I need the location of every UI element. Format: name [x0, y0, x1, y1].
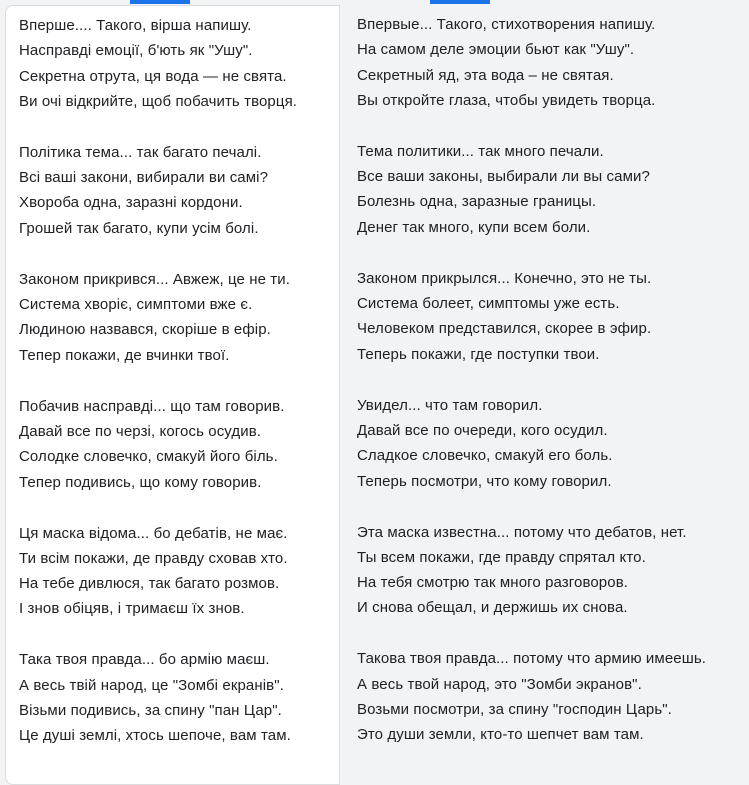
source-stanza	[19, 647, 339, 748]
source-stanza	[19, 140, 339, 241]
translation-text	[357, 12, 749, 748]
source-line: Людиною назвався, скоріше в ефір.	[19, 321, 271, 339]
source-line: А весь твій народ, це "Зомбі екранів".	[19, 676, 284, 694]
source-line: Побачив насправді... що там говорив.	[19, 397, 285, 415]
source-line: Така твоя правда... бо армію маєш.	[19, 651, 270, 669]
source-line: Солодке словечко, смакуй його біль.	[19, 448, 278, 466]
source-tab-indicator	[130, 0, 190, 4]
source-line: Законом прикрився... Авжеж, це не ти.	[19, 270, 291, 288]
source-line: Ця маска відома... бо дебатів, не має.	[19, 524, 288, 542]
source-line: Насправді емоції, б'ють як "Ушу".	[19, 42, 253, 60]
target-stanza	[357, 646, 749, 747]
source-line: Хвороба одна, заразні кордони.	[19, 194, 243, 212]
source-line: Система хворіє, симптоми вже є.	[19, 296, 253, 314]
target-line: Законом прикрылся... Конечно, это не ты.	[357, 269, 652, 287]
target-line: Теперь посмотри, что кому говорил.	[357, 472, 612, 490]
source-stanza	[19, 267, 339, 368]
target-line: Все ваши законы, выбирали ли вы сами?	[357, 168, 650, 186]
source-stanza	[19, 521, 339, 622]
source-line: Давай все по черзі, когось осудив.	[19, 422, 262, 440]
source-line: Ви очі відкрийте, щоб побачить творця.	[19, 92, 298, 110]
target-stanza	[357, 139, 749, 240]
target-line: Такова твоя правда... потому что армию имеешь.	[357, 650, 707, 668]
target-line: Впервые... Такого, стихотворения напишу.	[357, 16, 656, 33]
source-line: Грошей так багато, купи усім болі.	[19, 219, 259, 237]
source-text-panel[interactable]	[5, 5, 340, 785]
target-line: Возьми посмотри, за спину "господин Царь".	[357, 700, 672, 718]
target-stanza	[357, 393, 749, 494]
source-text	[19, 13, 339, 749]
source-stanza	[19, 394, 339, 495]
target-line: На тебя смотрю так много разговоров.	[357, 574, 629, 592]
target-stanza	[357, 520, 749, 621]
target-line: Секретный яд, эта вода – не святая.	[357, 66, 614, 84]
source-line: Тепер подивись, що кому говорив.	[19, 473, 262, 491]
target-line: На самом деле эмоции бьют как "Ушу".	[357, 41, 635, 59]
target-stanza	[357, 266, 749, 367]
target-line: Денег так много, купи всем боли.	[357, 218, 591, 236]
target-line: Теперь покажи, где поступки твои.	[357, 345, 600, 363]
source-line: Тепер покажи, де вчинки твої.	[19, 346, 230, 364]
target-line: Ты всем покажи, где правду спрятал кто.	[357, 548, 646, 566]
target-line: Эта маска известна... потому что дебатов, нет.	[357, 523, 687, 541]
target-line: Увидел... что там говорил.	[357, 396, 543, 414]
source-line: Це душі землі, хтось шепоче, вам там.	[19, 727, 291, 745]
source-line: Ти всім покажи, де правду сховав хто.	[19, 549, 288, 567]
source-line: Всі ваші закони, вибирали ви самі?	[19, 169, 269, 187]
target-line: А весь твой народ, это "Зомби экранов".	[357, 675, 642, 693]
translation-panel	[340, 5, 749, 785]
source-line: Вперше.... Такого, вірша напишу.	[19, 17, 252, 34]
source-line: Візьми подивись, за спину "пан Цар".	[19, 701, 282, 719]
target-line: Вы откройте глаза, чтобы увидеть творца.	[357, 91, 656, 109]
source-line: Політика тема... так багато печалі.	[19, 143, 262, 161]
target-line: Сладкое словечко, смакуй его боль.	[357, 447, 613, 465]
target-tab-indicator	[430, 0, 490, 4]
target-stanza	[357, 12, 749, 113]
target-line: Человеком представился, скорее в эфир.	[357, 320, 652, 338]
target-line: И снова обещал, и держишь их снова.	[357, 599, 628, 617]
source-line: На тебе дивлюся, так багато розмов.	[19, 575, 280, 593]
target-line: Это души земли, кто-то шепчет вам там.	[357, 726, 644, 744]
target-line: Тема политики... так много печали.	[357, 142, 604, 160]
target-line: Болезнь одна, заразные границы.	[357, 193, 597, 211]
source-stanza	[19, 13, 339, 114]
target-line: Система болеет, симптомы уже есть.	[357, 295, 620, 313]
source-line: І знов обіцяв, і тримаєш їх знов.	[19, 600, 245, 618]
target-line: Давай все по очереди, кого осудил.	[357, 421, 608, 439]
source-line: Секретна отрута, ця вода — не свята.	[19, 67, 287, 85]
